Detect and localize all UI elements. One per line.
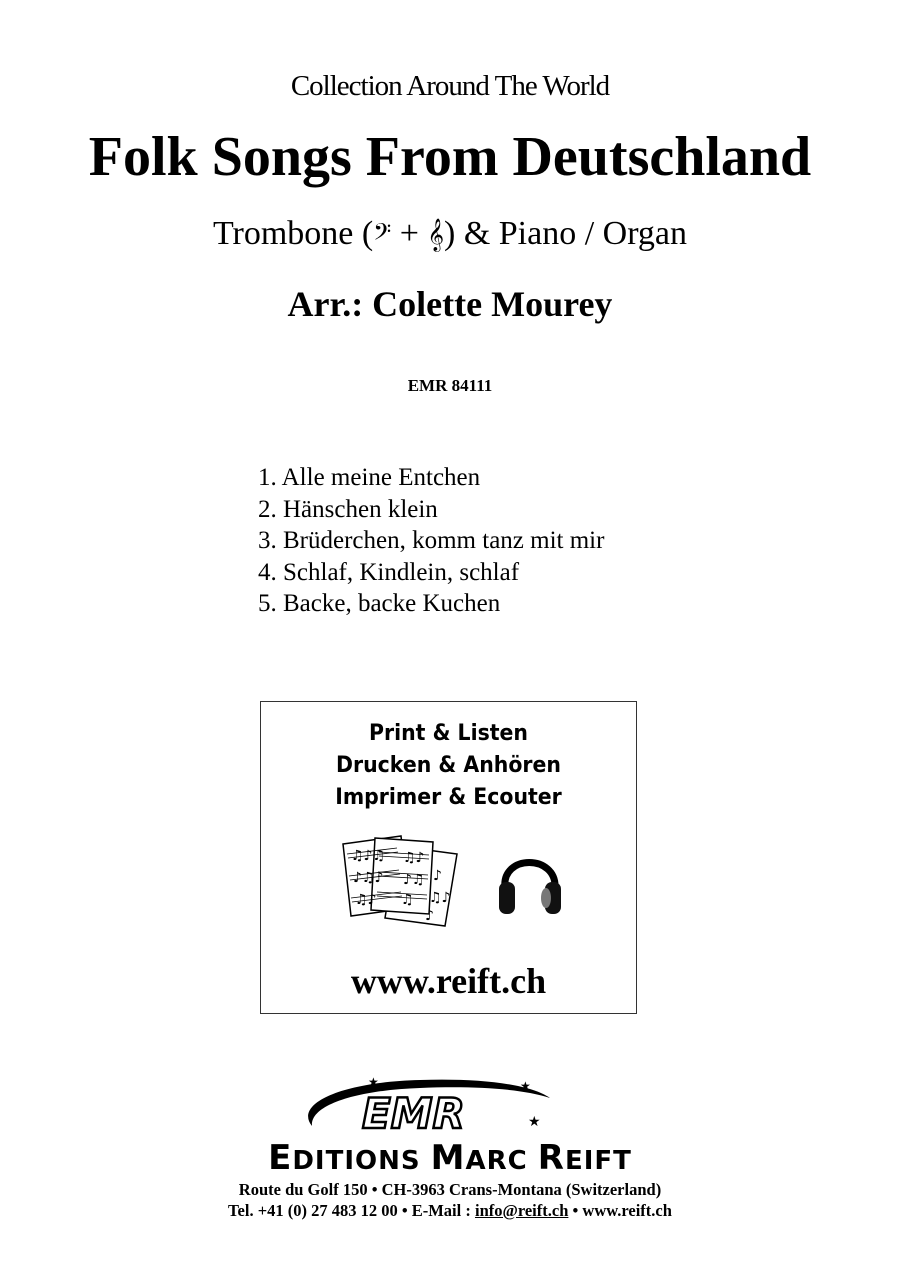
instrumentation-prefix: Trombone (	[212, 215, 374, 252]
svg-text:★: ★	[528, 1114, 541, 1130]
catalog-number: EMR 84111	[407, 376, 493, 395]
list-item: 4. Schlaf, Kindlein, schlaf	[258, 558, 520, 586]
print-listen-box[interactable]	[260, 701, 637, 1014]
instrumentation	[0, 215, 900, 253]
svg-text:♪: ♪	[425, 908, 434, 924]
svg-text:♫♪: ♫♪	[355, 892, 377, 908]
svg-text:♫♪: ♫♪	[429, 890, 451, 906]
arranger: Arr.: Colette Mourey	[287, 284, 613, 324]
list-item: 2. Hänschen klein	[258, 495, 438, 523]
logo-text: EMR	[362, 1089, 465, 1138]
svg-text:♫: ♫	[401, 892, 414, 908]
treble-clef-icon: 𝄞	[427, 218, 444, 251]
publisher-name-m: M	[430, 1138, 466, 1178]
website-link[interactable]: www.reift.ch	[350, 961, 547, 1001]
list-item: 1. Alle meine Entchen	[258, 464, 481, 491]
promo-line-de: Drucken & Anhören	[336, 753, 561, 778]
song-list	[258, 462, 604, 620]
promo-line-en: Print & Listen	[368, 721, 528, 746]
svg-text:♫♪: ♫♪	[403, 850, 425, 866]
promo-text	[261, 718, 636, 814]
address-line: Route du Golf 150 • CH-3963 Crans-Montana (Switzerland)	[238, 1180, 662, 1199]
publisher-name-r: R	[537, 1138, 565, 1178]
clef-plus: +	[391, 215, 428, 252]
svg-text:♪: ♪	[433, 868, 442, 884]
publisher-address	[0, 1179, 900, 1221]
promo-line-fr: Imprimer & Ecouter	[335, 785, 562, 810]
list-item: 5. Backe, backe Kuchen	[258, 590, 501, 617]
svg-text:★: ★	[368, 1075, 379, 1089]
publisher-name	[0, 1138, 900, 1178]
sheet-music-icon	[337, 832, 471, 927]
headphones-icon	[495, 842, 565, 922]
svg-text:♪♫: ♪♫	[403, 872, 425, 888]
publisher-name-ditions: DITIONS	[292, 1146, 431, 1176]
list-item: 3. Brüderchen, komm tanz mit mir	[258, 527, 605, 554]
email-link[interactable]: info@reift.ch	[474, 1201, 569, 1220]
publisher-name-arc: ARC	[465, 1146, 538, 1176]
phone: Tel. +41 (0) 27 483 12 00 • E-Mail :	[228, 1201, 475, 1220]
page-title: Folk Songs From Deutschland	[88, 126, 812, 188]
publisher-name-eift: EIFT	[564, 1146, 632, 1176]
svg-text:♫♪♫: ♫♪♫	[351, 848, 386, 864]
publisher-name-e: E	[268, 1138, 293, 1178]
svg-text:♪♫♪: ♪♫♪	[353, 870, 384, 886]
bass-clef-icon: 𝄢	[373, 218, 392, 251]
contact-line	[0, 1200, 900, 1221]
emr-logo	[300, 1074, 580, 1140]
web-suffix: • www.reift.ch	[568, 1201, 672, 1220]
series-title: Collection Around The World	[290, 70, 610, 102]
svg-text:★: ★	[520, 1079, 531, 1093]
instrumentation-suffix: ) & Piano / Organ	[444, 215, 688, 252]
